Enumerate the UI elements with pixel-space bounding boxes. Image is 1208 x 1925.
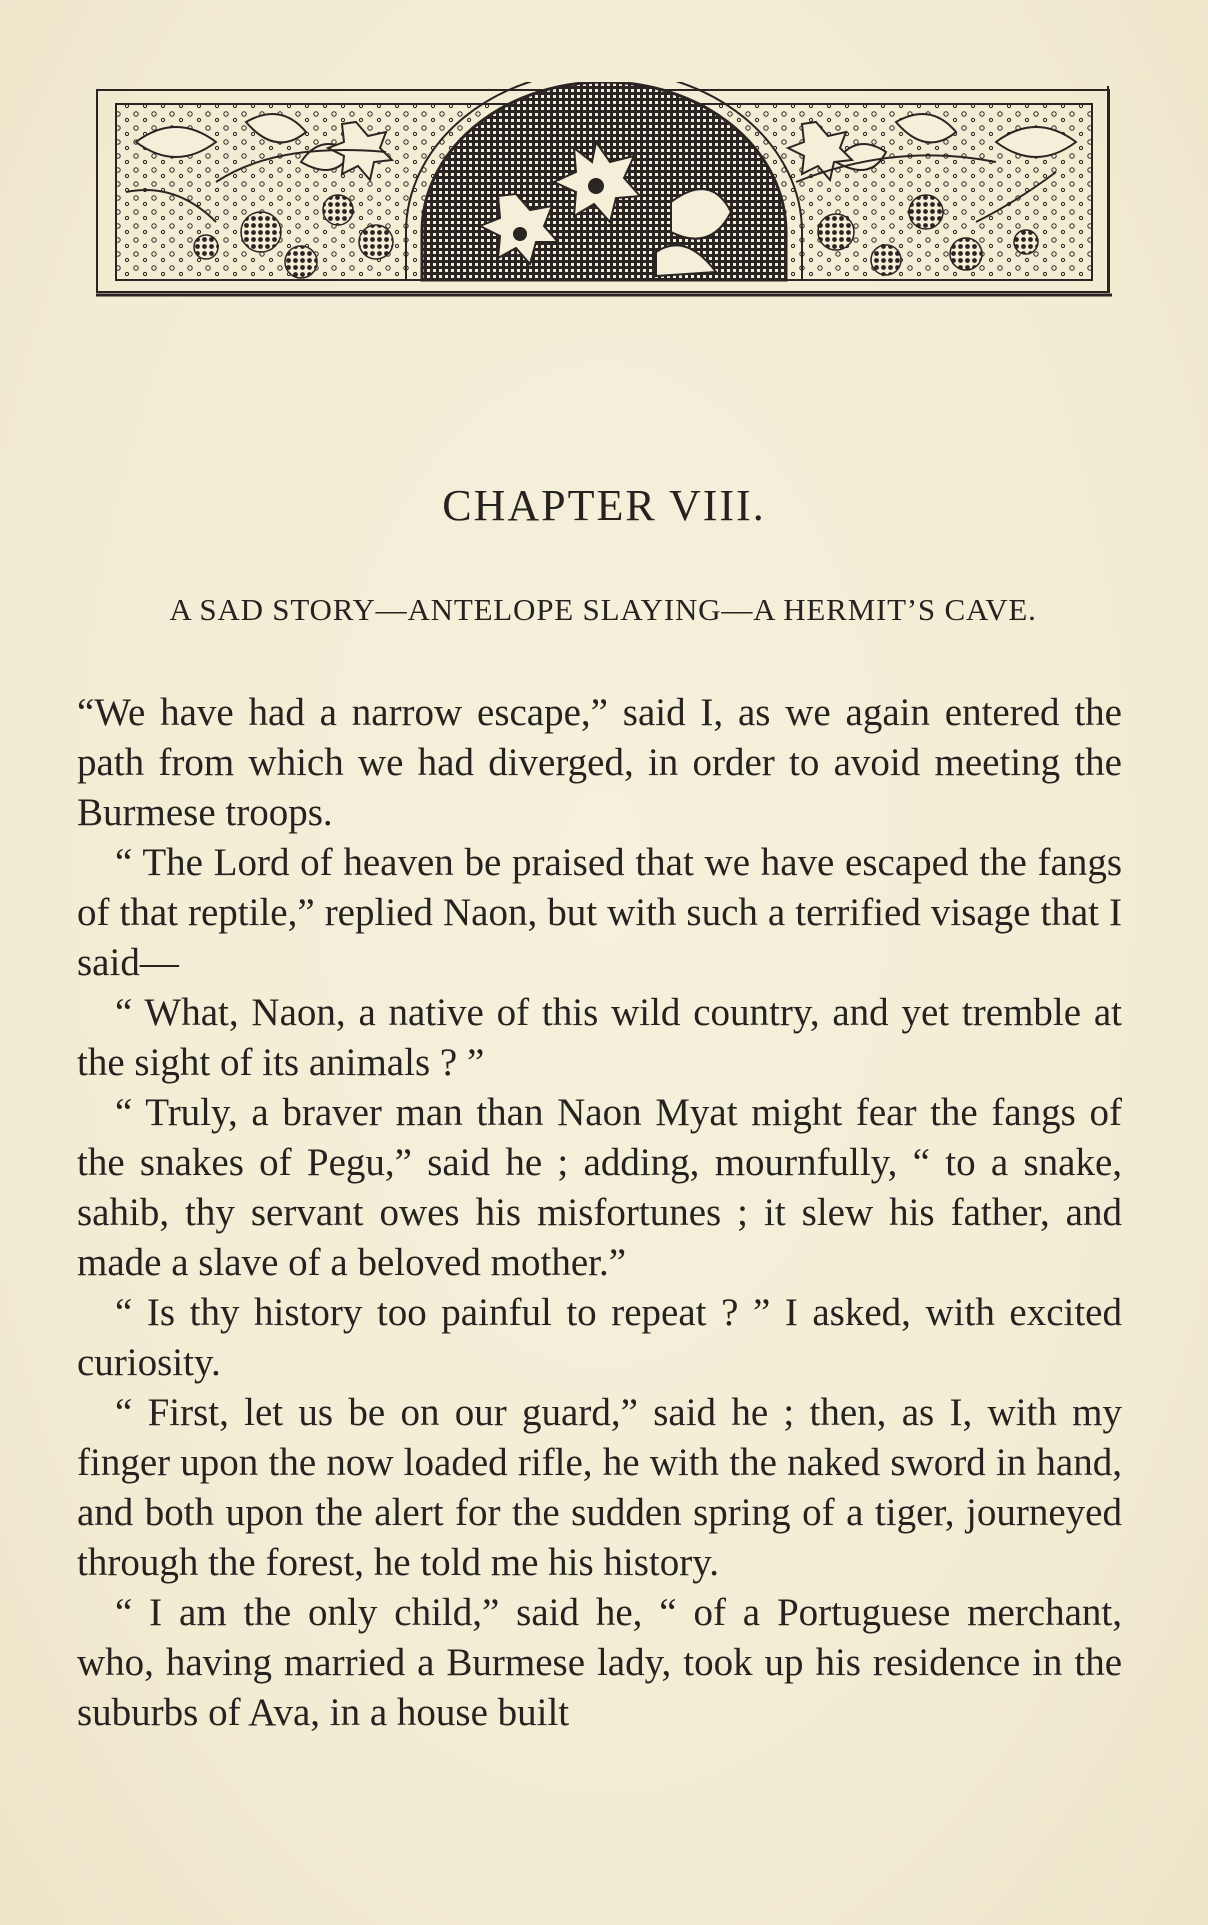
paragraph: “ I am the only child,” said he, “ of a Portuguese merchant, who, having married a Burmese lady, took up his residence in the suburbs of Ava, in a house built xyxy=(77,1591,1122,1734)
paragraph: “We have had a narrow escape,” said I, as we again entered the path from which we had diverged, in order to avoid meeting the Burmese troops. xyxy=(77,691,1122,834)
chapter-body xyxy=(77,688,1122,1738)
decorative-headpiece xyxy=(96,82,1112,300)
chapter-subtitle: A SAD STORY—ANTELOPE SLAYING—A HERMIT’S CAVE. xyxy=(169,592,1037,627)
paragraph: “ The Lord of heaven be praised that we have escaped the fangs of that reptile,” replied Naon, but with such a terrified visage that I said— xyxy=(77,841,1122,984)
paragraph: “ What, Naon, a native of this wild country, and yet tremble at the sight of its animals ? ” xyxy=(77,991,1122,1084)
paragraph: “ First, let us be on our guard,” said he ; then, as I, with my finger upon the now loaded rifle, he with the naked sword in hand, and both upon the alert for the sudden spring of a tiger, journeyed through the forest, he told me his history. xyxy=(77,1391,1122,1584)
paragraph: “ Truly, a braver man than Naon Myat might fear the fangs of the snakes of Pegu,” said he ; adding, mournfully, “ to a snake, sahib, thy servant owes his misfortunes ; it slew his father, and made a slave of a beloved mother.” xyxy=(77,1091,1122,1284)
chapter-title: CHAPTER VIII. xyxy=(442,481,766,530)
paragraph: “ Is thy history too painful to repeat ? ” I asked, with excited curiosity. xyxy=(77,1291,1122,1384)
